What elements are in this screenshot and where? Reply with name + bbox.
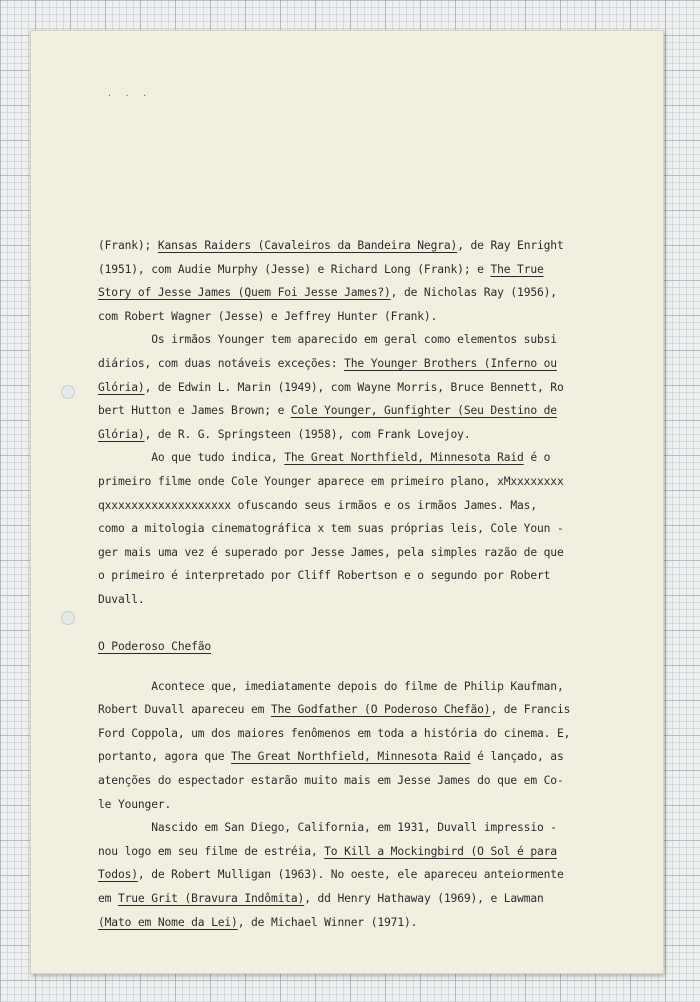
line-text: Acontece que, imediatamente depois do filme de Philip Kaufman, [98,679,564,693]
line-text: é lançado, as [470,750,564,764]
line-text: como a mitologia cinematográfica x tem suas próprias leis, Cole Youn - [98,522,564,536]
line-text: , dd Henry Hathaway (1969), e Lawman [304,892,544,906]
line-text: atenções do espectador estarão muito mais em Jesse James do que em Co- [98,774,564,788]
line-text: Robert Duvall apareceu em [98,703,271,717]
film-title: To Kill a Mockingbird (O Sol é para [324,844,557,858]
line-text: diários, com duas notáveis exceções: [98,356,345,370]
line-text: , de Ray Enright [457,239,564,252]
text-line [98,769,618,793]
line-text: qxxxxxxxxxxxxxxxxxxx ofuscando seus irmãos e os irmãos James. Mas, [98,498,537,512]
line-text: Ford Coppola, um dos maiores fenômenos em toda a história do cinema. E, [98,726,571,740]
line-text: ger mais uma vez é superado por Jesse James, pela simples razão de que [98,545,564,559]
text-line [98,588,618,612]
page-body [98,234,618,934]
film-title: True Grit (Bravura Indômita) [117,892,305,906]
line-text: primeiro filme onde Cole Younger aparece em primeiro plano, xMxxxxxxxx [98,474,564,488]
line-text: , de Michael Winner (1971). [237,915,418,929]
film-title: Kansas Raiders (Cavaleiros da Bandeira Negra) [157,239,458,252]
text-line [98,446,618,470]
film-title: The Great Northfield, Minnesota Raid [284,451,524,465]
text-line [98,281,618,305]
text-line [98,698,618,722]
text-line [98,863,618,887]
text-line [98,328,618,352]
punch-hole-bottom [61,611,75,625]
text-line [98,494,618,518]
section-heading: O Poderoso Chefão [98,640,212,654]
line-text: Duvall. [98,592,145,606]
text-line [98,887,618,911]
film-title: Glória) [98,427,145,441]
text-line [98,722,618,746]
line-text: , de Robert Mulligan (1963). No oeste, ele apareceu anteiormente [137,868,564,882]
paper-specks: · · · [107,91,152,100]
line-text: bert Hutton e James Brown; e [98,404,291,418]
text-line [98,911,618,935]
line-text: , de Nicholas Ray (1956), [390,286,557,300]
film-title: Glória) [98,380,145,394]
text-line [98,793,618,817]
film-title: The Younger Brothers (Inferno ou [344,356,557,370]
film-title: The True [490,262,544,276]
line-text: Os irmãos Younger tem aparecido em geral como elementos subsi [98,333,557,347]
text-line [98,423,618,447]
line-text: com Robert Wagner (Jesse) e Jeffrey Hunter (Frank). [98,309,438,323]
text-line [98,541,618,565]
line-text: Nascido em San Diego, California, em 1931, Duvall impressio - [98,821,557,835]
film-title: The Godfather (O Poderoso Chefão) [270,703,491,717]
text-line [98,399,618,423]
text-line [98,745,618,769]
line-text: (Frank); [98,239,158,252]
punch-hole-top [61,385,75,399]
line-text: nou logo em seu filme de estréia, [98,844,325,858]
text-line [98,517,618,541]
text-line [98,305,618,329]
text-line [98,675,618,699]
text-line [98,816,618,840]
line-text: , de Edwin L. Marin (1949), com Wayne Morris, Bruce Bennett, Ro [144,380,564,394]
text-line [98,564,618,588]
film-title: Cole Younger, Gunfighter (Seu Destino de [290,404,557,418]
paragraph-block-1 [98,234,618,612]
film-title: Story of Jesse James (Quem Foi Jesse James?) [98,286,391,300]
film-title: Todos) [98,868,138,882]
film-title: The Great Northfield, Minnesota Raid [231,750,471,764]
line-text: (1951), com Audie Murphy (Jesse) e Richard Long (Frank); e [98,262,491,276]
line-text: é o [523,451,551,465]
line-text: em [98,892,118,906]
line-text: o primeiro é interpretado por Cliff Robertson e o segundo por Robert [98,569,551,583]
text-line [98,470,618,494]
text-line [98,376,618,400]
text-line [98,840,618,864]
line-text: , de R. G. Springsteen (1958), com Frank Lovejoy. [144,427,471,441]
line-text: , de Francis [490,703,571,717]
line-text: Ao que tudo indica, [98,451,285,465]
film-title: (Mato em Nome da Lei) [98,915,238,929]
text-line [98,258,618,282]
text-line [98,352,618,376]
line-text: portanto, agora que [98,750,232,764]
text-line [98,234,618,258]
paragraph-block-2 [98,675,618,935]
line-text: le Younger. [98,797,172,811]
